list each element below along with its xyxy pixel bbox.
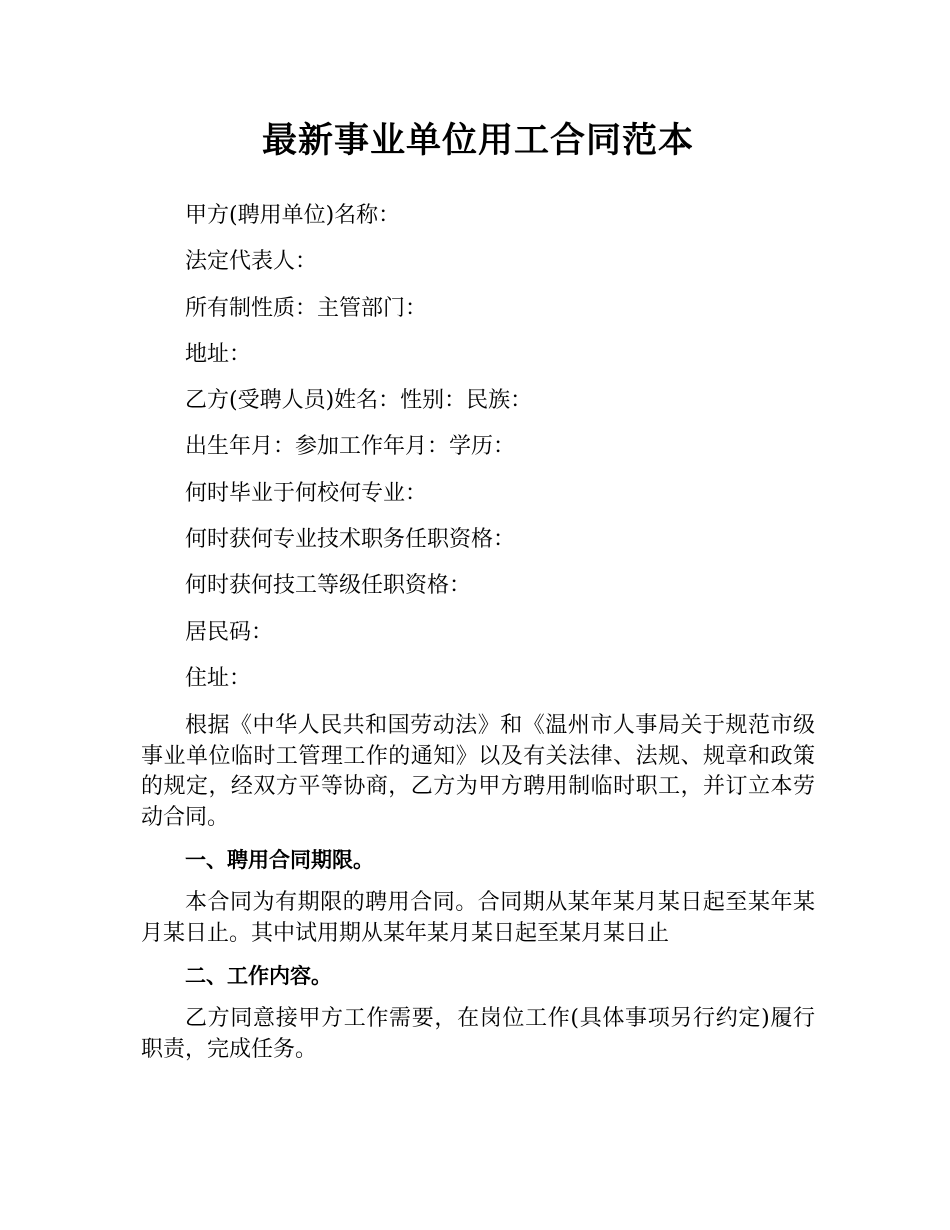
section-body: 乙方同意接甲方工作需要，在岗位工作(具体事项另行约定)履行职责，完成任务。 — [141, 1006, 815, 1062]
field-address: 地址： — [185, 341, 252, 367]
field-party-a-name: 甲方(聘用单位)名称： — [185, 203, 401, 228]
section-body: 本合同为有期限的聘用合同。合同期从某年某月某日起至某年某月某日止。其中试用期从某年某月某日起至某月某日止 — [141, 890, 815, 946]
section-heading: 一、聘用合同期限。 — [185, 848, 374, 873]
party-info-fields — [141, 202, 815, 693]
section-heading: 二、工作内容。 — [185, 964, 332, 989]
intro-paragraph: 根据《中华人民共和国劳动法》和《温州市人事局关于规范市级事业单位临时工管理工作的通知》以及有关法律、法规、规章和政策的规定，经双方平等协商，乙方为甲方聘用制临时职工，并订立本劳动合同。 — [141, 713, 815, 830]
field-birth-work-education: 出生年月：参加工作年月：学历： — [185, 434, 516, 460]
field-professional-title: 何时获何专业技术职务任职资格： — [185, 527, 516, 553]
field-technical-grade: 何时获何技工等级任职资格： — [185, 573, 472, 599]
section-contract-term — [141, 846, 815, 949]
field-ownership-department: 所有制性质：主管部门： — [185, 295, 428, 321]
field-legal-representative: 法定代表人： — [185, 249, 318, 275]
field-graduation: 何时毕业于何校何专业： — [185, 480, 428, 506]
field-residence: 住址： — [185, 665, 252, 691]
field-resident-code: 居民码： — [185, 619, 274, 645]
section-work-content — [141, 962, 815, 1065]
document-title: 最新事业单位用工合同范本 — [261, 121, 694, 161]
field-party-b-info: 乙方(受聘人员)姓名：性别：民族： — [185, 388, 533, 414]
